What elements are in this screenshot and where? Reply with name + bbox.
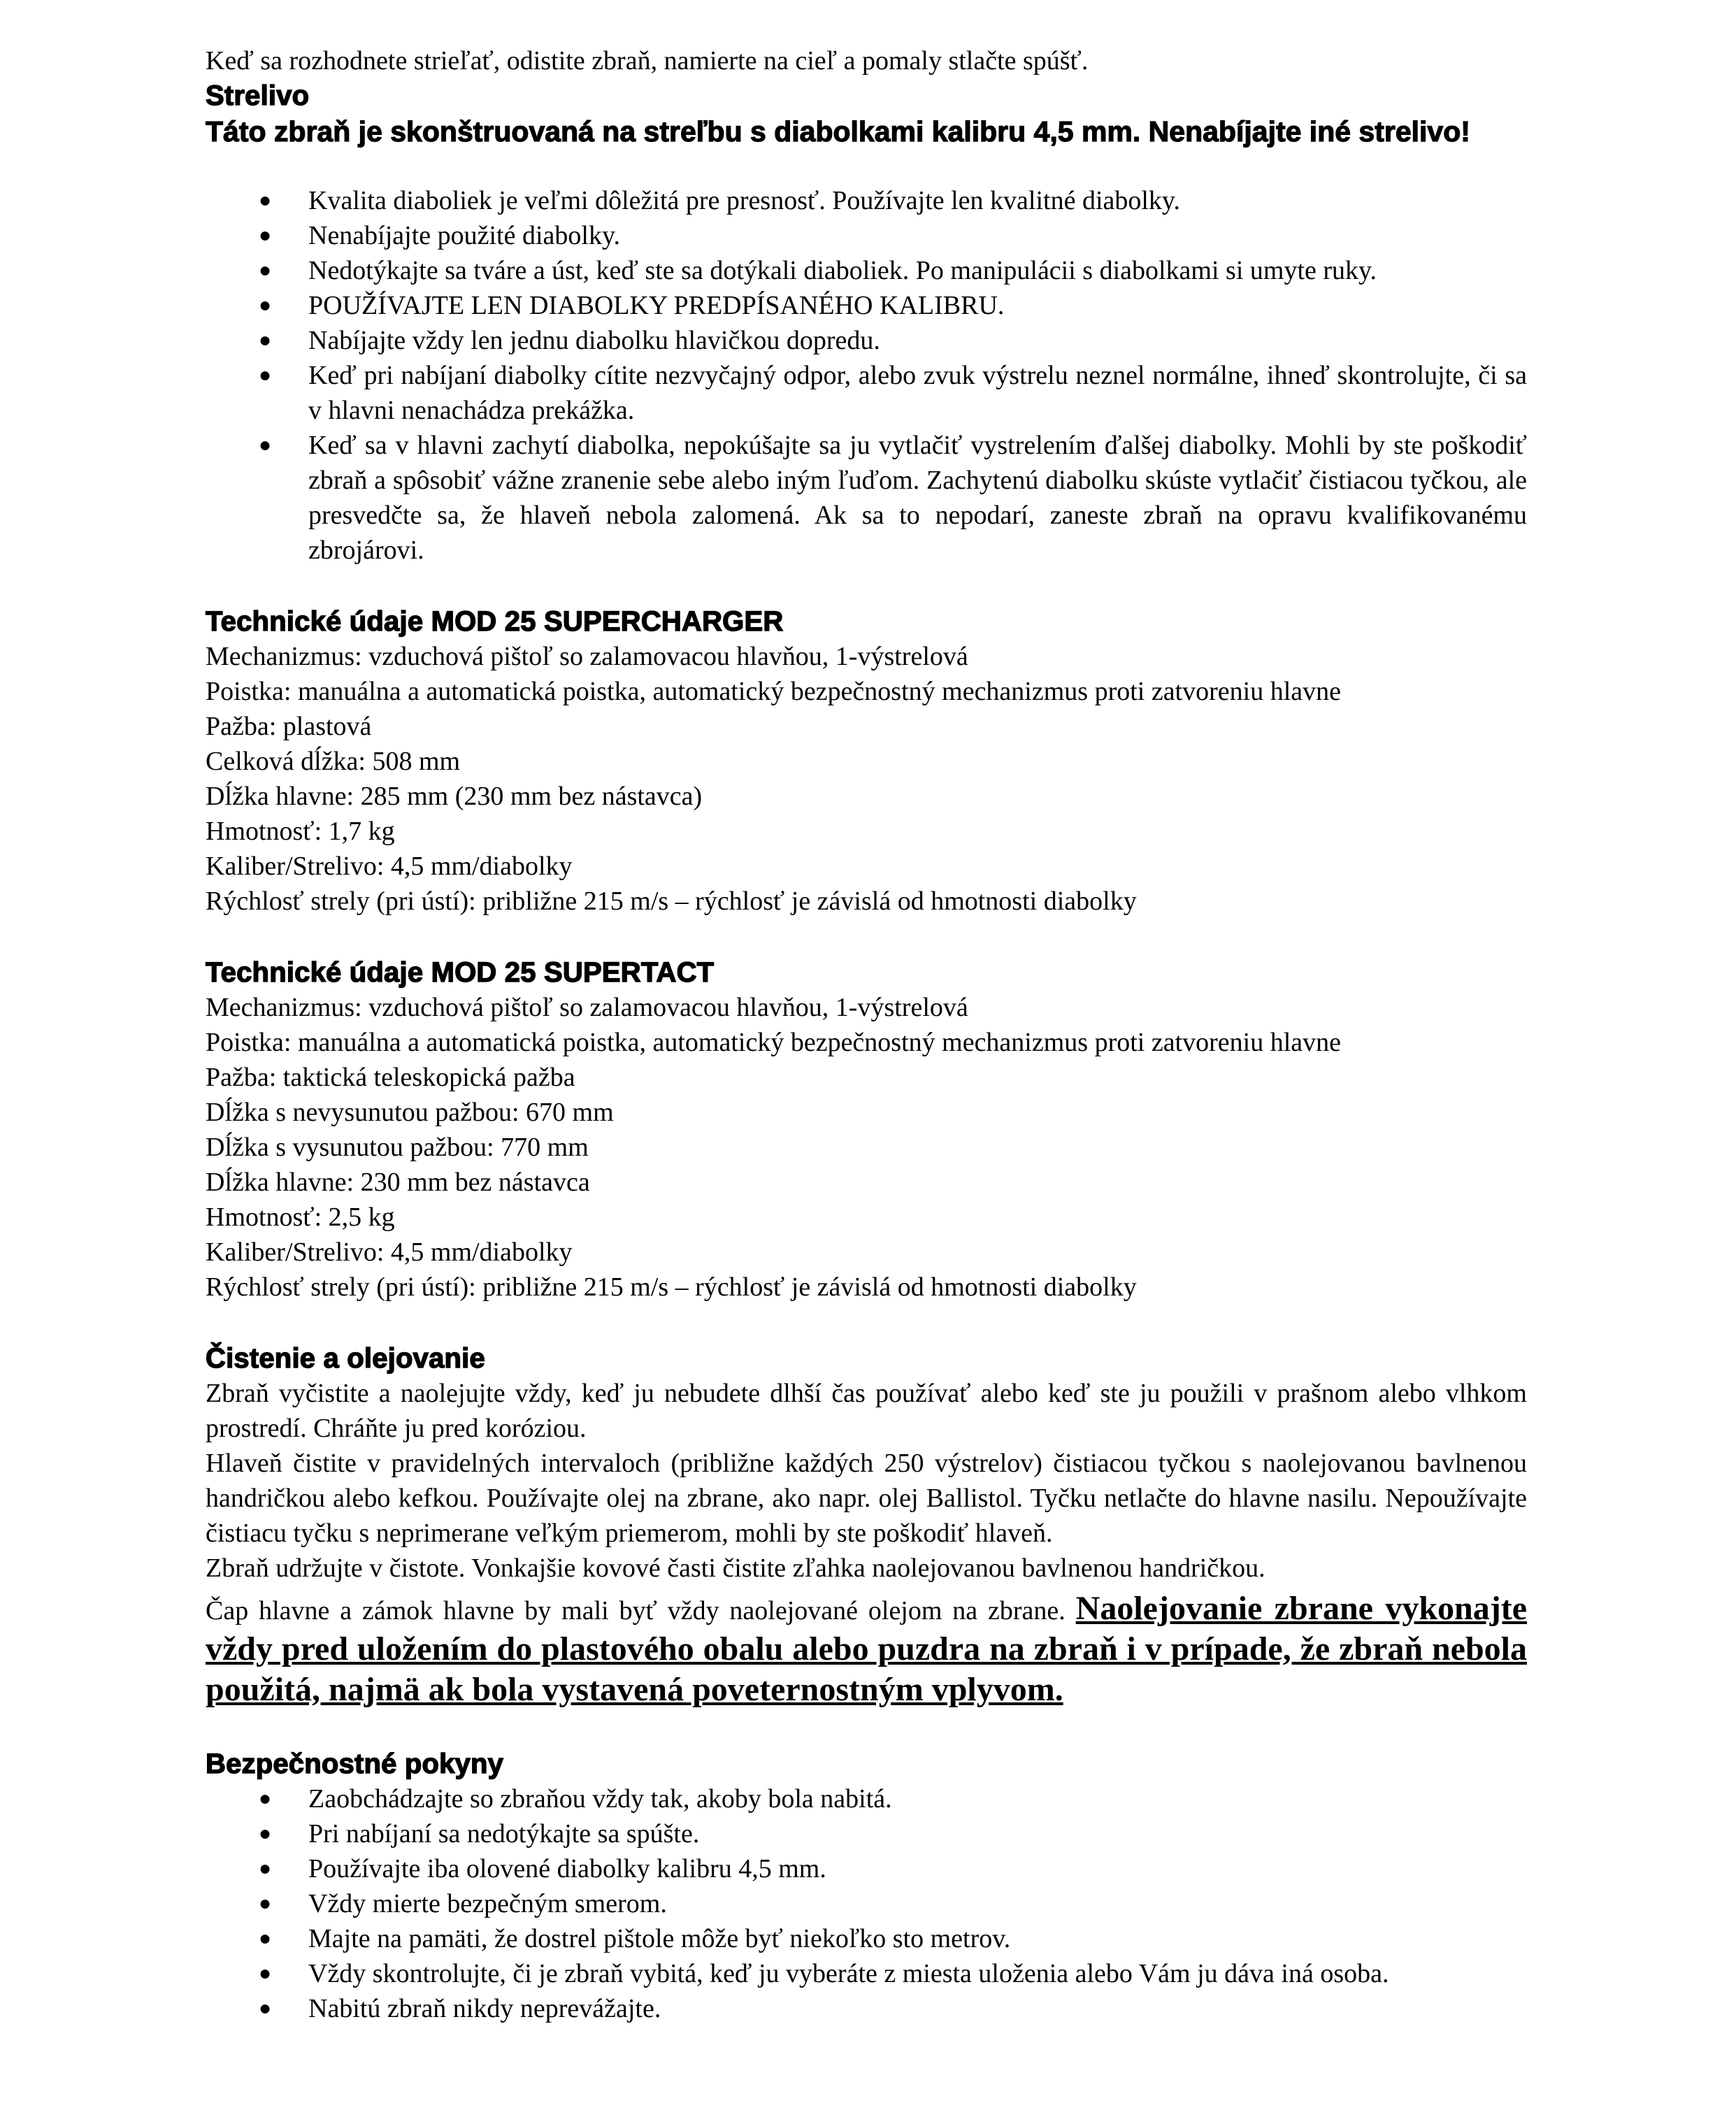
ammo-heading: Strelivo bbox=[206, 80, 310, 111]
list-item: ● Keď sa v hlavni zachytí diabolka, nepokúšajte sa ju vytlačiť vystrelením ďalšej diabolky. Mohli by ste poškodiť zbraň a spôsobiť vážne zranenie sebe alebo iným ľuďom. Zachytenú diabolku skúste vytlačiť čistiacou tyčkou, ale presvedčte sa, že hlaveň nebola zalomená. Ak sa to nepodarí, zaneste zbraň na opravu kvalifikovanému zbrojárovi. bbox=[206, 428, 1527, 568]
bullet-icon: ● bbox=[259, 364, 272, 387]
spec-supercharger-section bbox=[206, 604, 1527, 919]
safety-bullet-list bbox=[206, 1781, 1527, 2026]
bullet-icon: ● bbox=[259, 259, 272, 282]
bullet-icon: ● bbox=[259, 329, 272, 352]
spec-line: Dĺžka hlavne: 230 mm bez nástavca bbox=[206, 1168, 590, 1197]
bullet-icon: ● bbox=[259, 1962, 272, 1985]
list-item: ● Nenabíjajte použité diabolky. bbox=[206, 218, 1527, 253]
ammo-bullet-list bbox=[206, 183, 1527, 568]
ammo-section bbox=[206, 78, 1527, 568]
spec-line: Mechanizmus: vzduchová pištoľ so zalamovacou hlavňou, 1-výstrelová bbox=[206, 642, 968, 671]
bullet-icon: ● bbox=[259, 1857, 272, 1880]
list-item: ● Pri nabíjaní sa nedotýkajte sa spúšte. bbox=[206, 1816, 1527, 1851]
list-item: ● Keď pri nabíjaní diabolky cítite nezvyčajný odpor, alebo zvuk výstrelu neznel normálne, ihneď skontrolujte, či sa v hlavni nenachádza prekážka. bbox=[206, 358, 1527, 428]
bullet-icon: ● bbox=[259, 1892, 272, 1915]
list-item: ● Používajte iba olovené diabolky kalibru 4,5 mm. bbox=[206, 1851, 1527, 1886]
list-item: ● Nabitú zbraň nikdy neprevážajte. bbox=[206, 1991, 1527, 2026]
spec-line: Pažba: plastová bbox=[206, 712, 372, 741]
cleaning-paragraph: Zbraň vyčistite a naolejujte vždy, keď ju nebudete dlhší čas používať alebo keď ste ju použili v prašnom alebo vlhkom prostredí. Chráňte ju pred koróziou. bbox=[206, 1379, 1527, 1443]
list-item: ● Vždy skontrolujte, či je zbraň vybitá, keď ju vyberáte z miesta uloženia alebo Vám ju dáva iná osoba. bbox=[206, 1956, 1527, 1991]
spec-line: Hmotnosť: 1,7 kg bbox=[206, 817, 395, 846]
cleaning-heading: Čistenie a olejovanie bbox=[206, 1343, 485, 1374]
list-item: ● Majte na pamäti, že dostrel pištole môže byť niekoľko sto metrov. bbox=[206, 1921, 1527, 1956]
spec-supertact-heading: Technické údaje MOD 25 SUPERTACT bbox=[206, 957, 715, 988]
spec-line: Hmotnosť: 2,5 kg bbox=[206, 1203, 395, 1232]
list-item: ● Nabíjajte vždy len jednu diabolku hlavičkou dopredu. bbox=[206, 323, 1527, 358]
bullet-icon: ● bbox=[259, 1822, 272, 1845]
spec-line: Mechanizmus: vzduchová pištoľ so zalamovacou hlavňou, 1-výstrelová bbox=[206, 993, 968, 1022]
spec-supertact-section bbox=[206, 955, 1527, 1305]
spec-line: Rýchlosť strely (pri ústí): približne 215 m/s – rýchlosť je závislá od hmotnosti diabolky bbox=[206, 1272, 1137, 1302]
spec-line: Kaliber/Strelivo: 4,5 mm/diabolky bbox=[206, 1237, 573, 1267]
spec-line: Poistka: manuálna a automatická poistka, automatický bezpečnostný mechanizmus proti zatvoreniu hlavne bbox=[206, 677, 1341, 706]
list-item: ● Vždy mierte bezpečným smerom. bbox=[206, 1886, 1527, 1921]
bullet-icon: ● bbox=[259, 1997, 272, 2020]
cleaning-emphasis: Naolejovanie zbrane vykonajte vždy pred uložením do plastového obalu alebo puzdra na zbraň i v prípade, že zbraň nebola použitá, najmä ak bola vystavená poveternostným vplyvom. bbox=[206, 1590, 1528, 1708]
spec-line: Celková dĺžka: 508 mm bbox=[206, 747, 461, 776]
list-item: ● Kvalita diaboliek je veľmi dôležitá pre presnosť. Používajte len kvalitné diabolky. bbox=[206, 183, 1527, 218]
list-item: ● Zaobchádzajte so zbraňou vždy tak, akoby bola nabitá. bbox=[206, 1781, 1527, 1816]
cleaning-oil-text: Čap hlavne a zámok hlavne by mali byť vždy naolejované olejom na zbrane. bbox=[206, 1596, 1066, 1625]
list-item: ● Nedotýkajte sa tváre a úst, keď ste sa dotýkali diaboliek. Po manipulácii s diabolkami si umyte ruky. bbox=[206, 253, 1527, 288]
cleaning-paragraph: Hlaveň čistite v pravidelných intervaloch (približne každých 250 výstrelov) čistiacou tyčkou s naolejovanou bavlnenou handričkou alebo kefkou. Používajte olej na zbrane, ako napr. olej Ballistol. Tyčku netlačte do hlavne nasilu. Nepoužívajte čistiacu tyčku s neprimerane veľkým priemerom, mohli by ste poškodiť hlaveň. bbox=[206, 1449, 1527, 1548]
spec-line: Poistka: manuálna a automatická poistka, automatický bezpečnostný mechanizmus proti zatvoreniu hlavne bbox=[206, 1028, 1341, 1057]
bullet-icon: ● bbox=[259, 224, 272, 247]
cleaning-paragraph: Zbraň udržujte v čistote. Vonkajšie kovové časti čistite zľahka naolejovanou bavlnenou handričkou. bbox=[206, 1553, 1265, 1583]
safety-section bbox=[206, 1746, 1527, 2026]
spec-line: Dĺžka hlavne: 285 mm (230 mm bez nástavca) bbox=[206, 782, 703, 811]
bullet-icon: ● bbox=[259, 1787, 272, 1810]
bullet-icon: ● bbox=[259, 1927, 272, 1950]
document-page bbox=[206, 43, 1527, 2026]
safety-heading: Bezpečnostné pokyny bbox=[206, 1749, 504, 1779]
intro-paragraph: Keď sa rozhodnete strieľať, odistite zbraň, namierte na cieľ a pomaly stlačte spúšť. bbox=[206, 46, 1089, 76]
spec-line: Dĺžka s vysunutou pažbou: 770 mm bbox=[206, 1133, 589, 1162]
spec-line: Rýchlosť strely (pri ústí): približne 215 m/s – rýchlosť je závislá od hmotnosti diabolky bbox=[206, 887, 1137, 916]
spec-supercharger-heading: Technické údaje MOD 25 SUPERCHARGER bbox=[206, 606, 784, 637]
ammo-warning: Táto zbraň je skonštruovaná na streľbu s diabolkami kalibru 4,5 mm. Nenabíjajte iné strelivo! bbox=[206, 115, 1470, 148]
spec-line: Dĺžka s nevysunutou pažbou: 670 mm bbox=[206, 1098, 614, 1127]
spec-line: Kaliber/Strelivo: 4,5 mm/diabolky bbox=[206, 852, 573, 881]
bullet-icon: ● bbox=[259, 433, 272, 457]
cleaning-paragraph bbox=[206, 1588, 1527, 1710]
spec-line: Pažba: taktická teleskopická pažba bbox=[206, 1063, 575, 1092]
bullet-icon: ● bbox=[259, 189, 272, 212]
bullet-icon: ● bbox=[259, 294, 272, 317]
cleaning-section bbox=[206, 1341, 1527, 1710]
list-item: ● POUŽÍVAJTE LEN DIABOLKY PREDPÍSANÉHO KALIBRU. bbox=[206, 288, 1527, 323]
